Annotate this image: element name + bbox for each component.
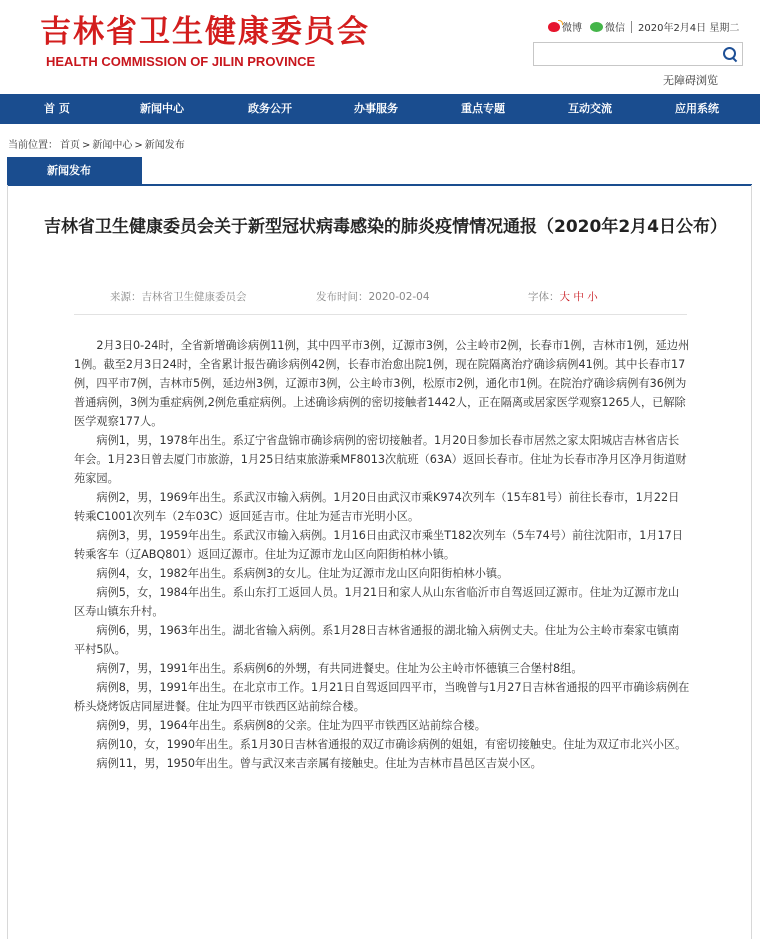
- search-icon[interactable]: [722, 46, 738, 62]
- top-utility-row: [548, 19, 758, 37]
- section-bar: [7, 157, 752, 186]
- article-body: [74, 336, 690, 773]
- breadcrumb-separator: >: [82, 140, 91, 151]
- site-logo-subtitle: HEALTH COMMISSION OF JILIN PROVINCE: [46, 54, 316, 69]
- article-paragraph: 病例11，男，1950年出生。曾与武汉来吉亲属有接触史。住址为吉林市昌邑区吉炭小区。: [96, 757, 542, 770]
- current-date: 2020年2月4日: [638, 23, 707, 34]
- weibo-link[interactable]: 微博: [562, 23, 582, 34]
- divider: [631, 21, 632, 33]
- weibo-icon[interactable]: [548, 22, 560, 32]
- nav-item-apps[interactable]: 应用系统: [675, 102, 719, 115]
- site-header: [0, 0, 760, 94]
- breadcrumb: [8, 136, 187, 151]
- source-label: 来源：: [110, 291, 142, 303]
- article-container: [7, 185, 752, 939]
- nav-item-gov-affairs[interactable]: 政务公开: [248, 102, 292, 115]
- article-source: 吉林省卫生健康委员会: [141, 291, 247, 303]
- article-title: 吉林省卫生健康委员会关于新型冠状病毒感染的肺炎疫情情况通报（2020年2月4日公布）: [44, 217, 727, 237]
- article-paragraph: 病例3，男，1959年出生。系武汉市输入病例。1月16日由武汉市乘坐T182次列车（5车74号）前往沈阳市，1月17日转乘客车（辽ABQ801）返回辽源市。住址为辽源市龙山区向阳街柏林小镇。: [74, 529, 683, 561]
- article-paragraph: 病例5，女，1984年出生。系山东打工返回人员。1月21日和家人从山东省临沂市自驾返回辽源市。住址为辽源市龙山区寿山镇东升村。: [74, 586, 680, 618]
- wechat-link[interactable]: 微信: [605, 23, 625, 34]
- nav-item-news[interactable]: 新闻中心: [140, 102, 184, 115]
- article-paragraph: 病例8，男，1991年出生。在北京市工作。1月21日自驾返回四平市，当晚曾与1月27日吉林省通报的四平市确诊病例在桥头烧烤饭店同屋进餐。住址为四平市铁西区站前综合楼。: [74, 681, 690, 713]
- date-label: 发布时间：: [316, 291, 369, 303]
- wechat-icon[interactable]: [590, 22, 603, 32]
- article-paragraph: 病例1，男，1978年出生。系辽宁省盘锦市确诊病例的密切接触者。1月20日参加长春市居然之家太阳城店吉林省店长年会。1月23日曾去厦门市旅游，1月25日结束旅游乘MF8013次航班（63A）返回长春市。住址为长春市净月区净月街道财苑家园。: [74, 434, 687, 485]
- main-nav: [0, 94, 760, 124]
- current-weekday: 星期二: [709, 23, 740, 34]
- article-date: 2020-02-04: [368, 291, 430, 303]
- font-size-medium[interactable]: 中: [573, 291, 584, 303]
- article-meta: [8, 289, 751, 303]
- nav-item-home[interactable]: 首 页: [44, 102, 70, 115]
- font-size-small[interactable]: 小: [587, 291, 598, 303]
- breadcrumb-item-home[interactable]: 首页: [60, 140, 80, 151]
- nav-item-services[interactable]: 办事服务: [354, 102, 398, 115]
- meta-divider: [74, 314, 687, 315]
- article-paragraph: 病例7，男，1991年出生。系病例6的外甥，有共同进餐史。住址为公主岭市怀德镇三合堡村8组。: [96, 662, 583, 675]
- breadcrumb-item-release[interactable]: 新闻发布: [144, 140, 185, 151]
- breadcrumb-separator: >: [134, 140, 143, 151]
- font-size-large[interactable]: 大: [559, 291, 570, 303]
- accessibility-link[interactable]: 无障碍浏览: [663, 74, 718, 87]
- article-paragraph: 病例9，男，1964年出生。系病例8的父亲。住址为四平市铁西区站前综合楼。: [96, 719, 486, 732]
- section-tab-news-release[interactable]: 新闻发布: [7, 157, 142, 184]
- article-paragraph: 病例10，女，1990年出生。系1月30日吉林省通报的双辽市确诊病例的姐姐，有密切接触史。住址为双辽市北兴小区。: [96, 738, 687, 751]
- search-input[interactable]: [533, 42, 743, 66]
- article-paragraph: 病例4，女，1982年出生。系病例3的女儿。住址为辽源市龙山区向阳街柏林小镇。: [96, 567, 509, 580]
- breadcrumb-item-news[interactable]: 新闻中心: [92, 140, 133, 151]
- article-paragraph: 病例2，男，1969年出生。系武汉市输入病例。1月20日由武汉市乘K974次列车（15车81号）前往长春市，1月22日转乘C1001次列车（2车03C）返回延吉市。住址为延吉市光明小区。: [74, 491, 680, 523]
- breadcrumb-prefix: 当前位置：: [8, 140, 58, 151]
- nav-item-topics[interactable]: 重点专题: [461, 102, 505, 115]
- font-size-label: 字体：: [528, 291, 560, 303]
- article-paragraph: 2月3日0-24时，全省新增确诊病例11例，其中四平市3例，辽源市3例，公主岭市2例，长春市1例，吉林市1例，延边州1例。截至2月3日24时，全省累计报告确诊病例42例，长春市治愈出院1例，现在院隔离治疗确诊病例41例。其中长春市17例，四平市7例，吉林市5例，延边州3例，辽源市3例，公主岭市3例，松原市2例，通化市1例。在院治疗确诊病例有36例为普通病例，3例为重症病例,2例危重症病例。上述确诊病例的密切接触者1442人，正在隔离或居家医学观察1265人，已解除医学观察177人。: [74, 339, 690, 428]
- nav-item-interaction[interactable]: 互动交流: [568, 102, 612, 115]
- article-paragraph: 病例6，男，1963年出生。湖北省输入病例。系1月28日吉林省通报的湖北输入病例丈夫。住址为公主岭市秦家屯镇南平村5队。: [74, 624, 680, 656]
- site-logo-title[interactable]: 吉林省卫生健康委员会: [40, 14, 370, 50]
